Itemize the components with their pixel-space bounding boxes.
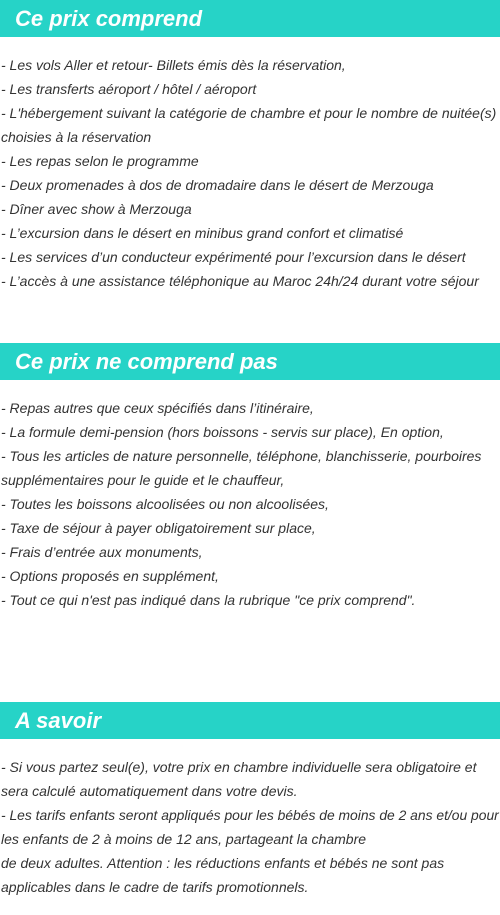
- list-item: - La formule demi-pension (hors boissons - servis sur place), En option,: [1, 424, 444, 440]
- list-item: - Si vous partez seul(e), votre prix en chambre individuelle sera obligatoire et: [1, 759, 477, 775]
- list-item: - Les repas selon le programme: [1, 153, 199, 169]
- list-item: - Options proposés en supplément,: [1, 568, 219, 584]
- list-item: - L'hébergement suivant la catégorie de chambre et pour le nombre de nuitée(s): [1, 105, 497, 121]
- list-item: de deux adultes. Attention : les réductions enfants et bébés ne sont pas: [1, 855, 445, 871]
- excluded-list: [0, 396, 500, 612]
- included-heading: Ce prix comprend: [0, 0, 500, 37]
- info-section: [0, 702, 500, 899]
- info-list: [0, 755, 500, 899]
- list-item: - Deux promenades à dos de dromadaire dans le désert de Merzouga: [1, 177, 434, 193]
- list-item: - L’accès à une assistance téléphonique au Maroc 24h/24 durant votre séjour: [1, 273, 479, 289]
- list-item: les enfants de 2 à moins de 12 ans, partageant la chambre: [1, 831, 367, 847]
- list-item: applicables dans le cadre de tarifs promotionnels.: [1, 879, 309, 895]
- list-item: sera calculé automatiquement dans votre devis.: [1, 783, 298, 799]
- list-item: - Repas autres que ceux spécifiés dans l’itinéraire,: [1, 400, 314, 416]
- included-section: [0, 0, 500, 293]
- list-item: - Les transferts aéroport / hôtel / aéroport: [1, 81, 257, 97]
- list-item: - Les services d’un conducteur expérimenté pour l’excursion dans le désert: [1, 249, 466, 265]
- info-heading: A savoir: [0, 702, 500, 739]
- list-item: - Tous les articles de nature personnelle, téléphone, blanchisserie, pourboires: [1, 448, 482, 464]
- list-item: - L’excursion dans le désert en minibus grand confort et climatisé: [1, 225, 404, 241]
- list-item: - Dîner avec show à Merzouga: [1, 201, 192, 217]
- list-item: - Frais d’entrée aux monuments,: [1, 544, 203, 560]
- excluded-section: [0, 343, 500, 612]
- list-item: supplémentaires pour le guide et le chauffeur,: [1, 472, 285, 488]
- list-item: - Toutes les boissons alcoolisées ou non alcoolisées,: [1, 496, 329, 512]
- excluded-heading: Ce prix ne comprend pas: [0, 343, 500, 380]
- list-item: - Les tarifs enfants seront appliqués pour les bébés de moins de 2 ans et/ou pour: [1, 807, 499, 823]
- included-list: [0, 53, 500, 293]
- list-item: - Les vols Aller et retour- Billets émis dès la réservation,: [1, 57, 346, 73]
- list-item: choisies à la réservation: [1, 129, 152, 145]
- list-item: - Taxe de séjour à payer obligatoirement sur place,: [1, 520, 316, 536]
- list-item: - Tout ce qui n'est pas indiqué dans la rubrique "ce prix comprend".: [1, 592, 416, 608]
